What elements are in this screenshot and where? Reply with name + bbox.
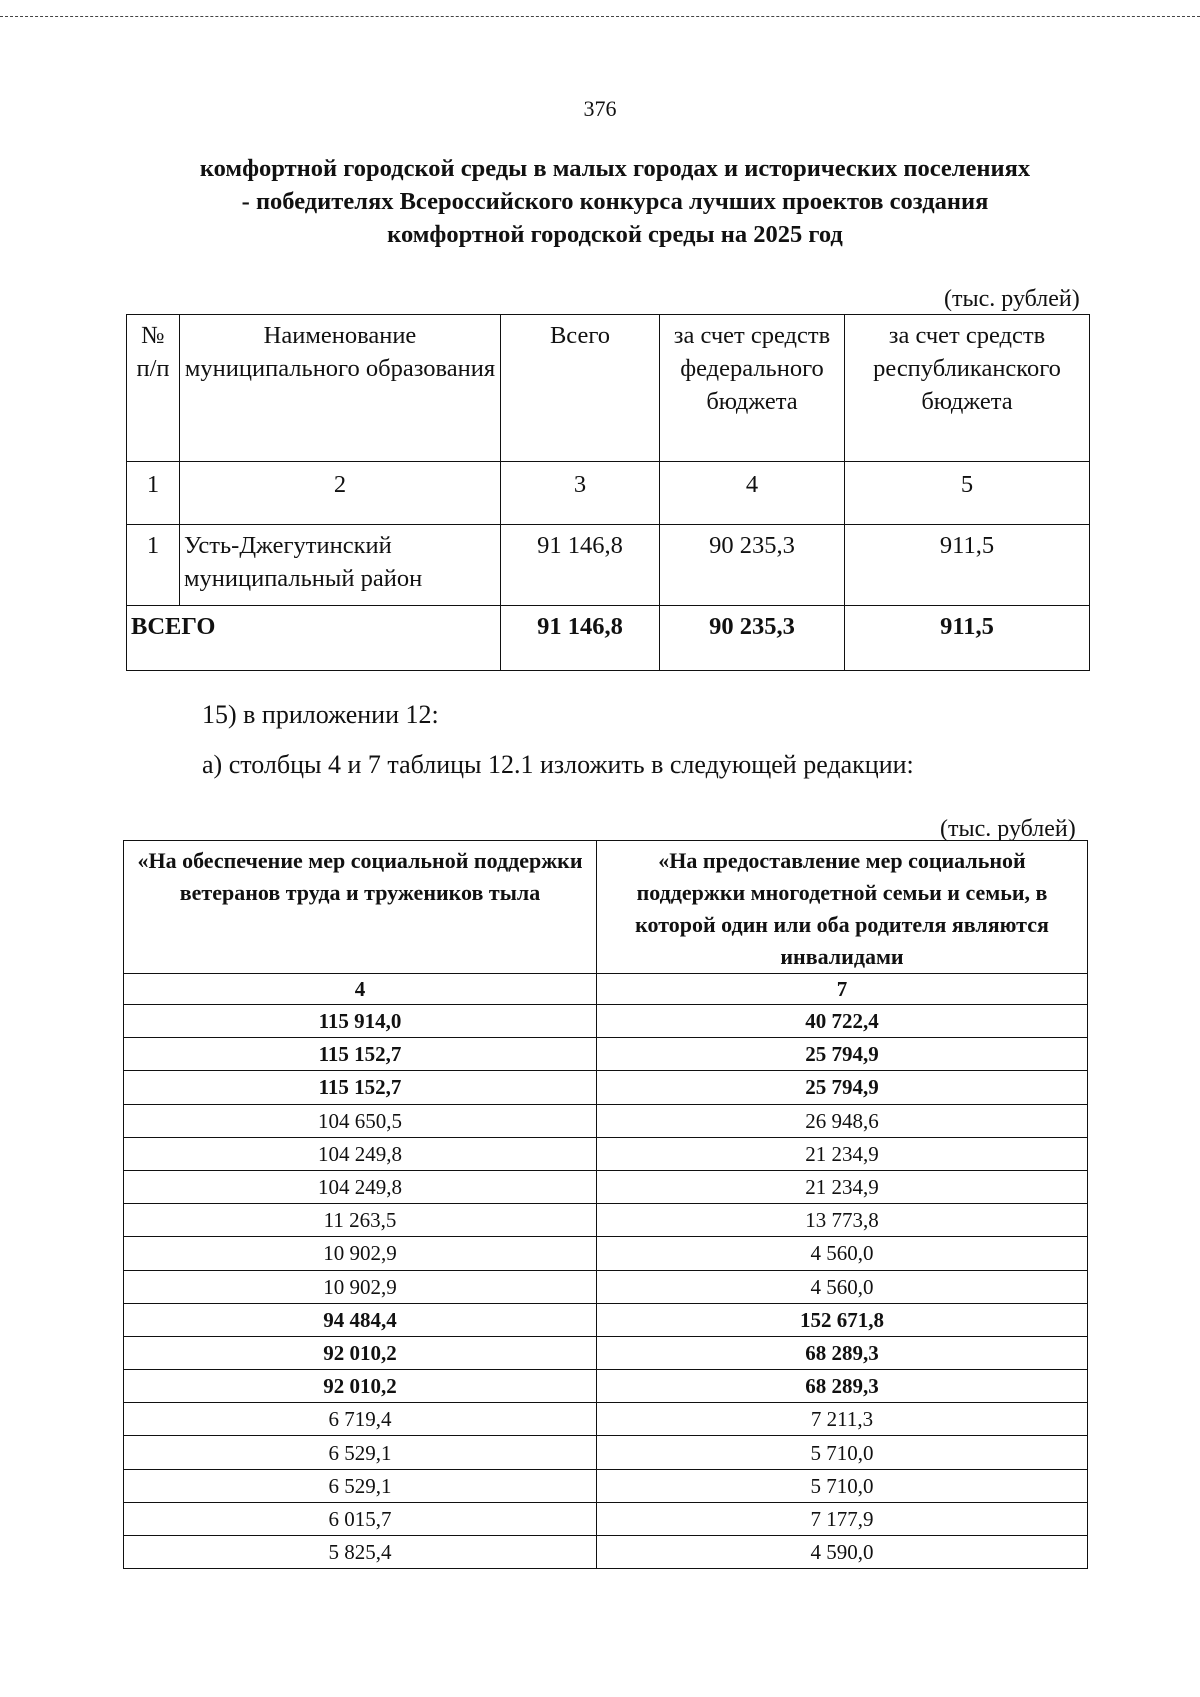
- table-row: [127, 525, 1090, 606]
- total-label: ВСЕГО: [127, 606, 501, 671]
- col-number: 5: [845, 462, 1090, 525]
- table-row: [124, 1436, 1088, 1469]
- col7-value: 25 794,9: [597, 1038, 1088, 1071]
- col4-value: 6 719,4: [124, 1403, 597, 1436]
- col4-value: 6 015,7: [124, 1502, 597, 1535]
- total-value: 91 146,8: [501, 525, 660, 606]
- table-row: [124, 1270, 1088, 1303]
- table-row: [124, 1303, 1088, 1336]
- col-number: 7: [597, 974, 1088, 1005]
- table-row: [124, 1005, 1088, 1038]
- header-total: Всего: [501, 315, 660, 462]
- table-row: [124, 1071, 1088, 1104]
- table-row: [124, 1502, 1088, 1535]
- col4-value: 115 914,0: [124, 1005, 597, 1038]
- col7-value: 7 177,9: [597, 1502, 1088, 1535]
- col4-value: 10 902,9: [124, 1237, 597, 1270]
- col-number: 1: [127, 462, 180, 525]
- col7-value: 5 710,0: [597, 1436, 1088, 1469]
- table-row: [124, 1137, 1088, 1170]
- col7-value: 4 590,0: [597, 1536, 1088, 1569]
- col4-value: 104 249,8: [124, 1170, 597, 1203]
- col4-value: 5 825,4: [124, 1536, 597, 1569]
- table2-unit: (тыс. рублей): [940, 816, 1076, 842]
- col-number: 3: [501, 462, 660, 525]
- title-line: - победителях Всероссийского конкурса лучших проектов создания: [241, 188, 989, 215]
- col7-value: 4 560,0: [597, 1237, 1088, 1270]
- col4-value: 6 529,1: [124, 1469, 597, 1502]
- col4-value: 10 902,9: [124, 1270, 597, 1303]
- header-number: № п/п: [127, 315, 180, 462]
- header-col7: «На предоставление мер социальной поддержки многодетной семьи и семьи, в которой один или оба родителя являются инвалидами: [597, 841, 1088, 974]
- col7-value: 152 671,8: [597, 1303, 1088, 1336]
- col4-value: 11 263,5: [124, 1204, 597, 1237]
- republic-value: 911,5: [845, 525, 1090, 606]
- funding-table: [126, 314, 1090, 671]
- col7-value: 7 211,3: [597, 1403, 1088, 1436]
- col7-value: 68 289,3: [597, 1336, 1088, 1369]
- table-row: [124, 1170, 1088, 1203]
- col4-value: 104 650,5: [124, 1104, 597, 1137]
- document-title: [120, 152, 1110, 251]
- header-federal: за счет средств федерального бюджета: [660, 315, 845, 462]
- scan-edge-line: [0, 16, 1200, 17]
- col7-value: 21 234,9: [597, 1170, 1088, 1203]
- header-municipality: Наименование муниципального образования: [180, 315, 501, 462]
- paragraph: а) столбцы 4 и 7 таблицы 12.1 изложить в следующей редакции:: [202, 750, 914, 779]
- col-number: 2: [180, 462, 501, 525]
- federal-value: 90 235,3: [660, 525, 845, 606]
- col7-value: 40 722,4: [597, 1005, 1088, 1038]
- social-support-table: [123, 840, 1088, 1569]
- title-line: комфортной городской среды на 2025 год: [387, 221, 843, 248]
- col7-value: 13 773,8: [597, 1204, 1088, 1237]
- col7-value: 68 289,3: [597, 1370, 1088, 1403]
- col-number: 4: [124, 974, 597, 1005]
- col7-value: 4 560,0: [597, 1270, 1088, 1303]
- paragraph: 15) в приложении 12:: [202, 700, 439, 729]
- header-republic: за счет средств республиканского бюджета: [845, 315, 1090, 462]
- grand-total-value: 91 146,8: [501, 606, 660, 671]
- total-row: [127, 606, 1090, 671]
- col-number: 4: [660, 462, 845, 525]
- col4-value: 92 010,2: [124, 1370, 597, 1403]
- table-row: [124, 1038, 1088, 1071]
- title-line: комфортной городской среды в малых городах и исторических поселениях: [199, 155, 1031, 182]
- col7-value: 25 794,9: [597, 1071, 1088, 1104]
- table-row: [124, 1237, 1088, 1270]
- col7-value: 26 948,6: [597, 1104, 1088, 1137]
- page-number: 376: [583, 96, 617, 121]
- table1-unit: (тыс. рублей): [944, 286, 1080, 312]
- col4-value: 92 010,2: [124, 1336, 597, 1369]
- col4-value: 94 484,4: [124, 1303, 597, 1336]
- table-row: [124, 1403, 1088, 1436]
- table-row: [124, 1469, 1088, 1502]
- table-row: [124, 1204, 1088, 1237]
- table-row: [124, 1336, 1088, 1369]
- col4-value: 104 249,8: [124, 1137, 597, 1170]
- col7-value: 5 710,0: [597, 1469, 1088, 1502]
- col4-value: 115 152,7: [124, 1071, 597, 1104]
- header-col4: «На обеспечение мер социальной поддержки ветеранов труда и тружеников тыла: [124, 841, 597, 974]
- municipality-name: Усть-Джегутинский муниципальный район: [180, 525, 501, 606]
- table-row: [124, 1104, 1088, 1137]
- grand-republic-value: 911,5: [845, 606, 1090, 671]
- table-row: [124, 1536, 1088, 1569]
- col7-value: 21 234,9: [597, 1137, 1088, 1170]
- table-row: [124, 1370, 1088, 1403]
- col4-value: 115 152,7: [124, 1038, 597, 1071]
- row-number: 1: [127, 525, 180, 606]
- col4-value: 6 529,1: [124, 1436, 597, 1469]
- grand-federal-value: 90 235,3: [660, 606, 845, 671]
